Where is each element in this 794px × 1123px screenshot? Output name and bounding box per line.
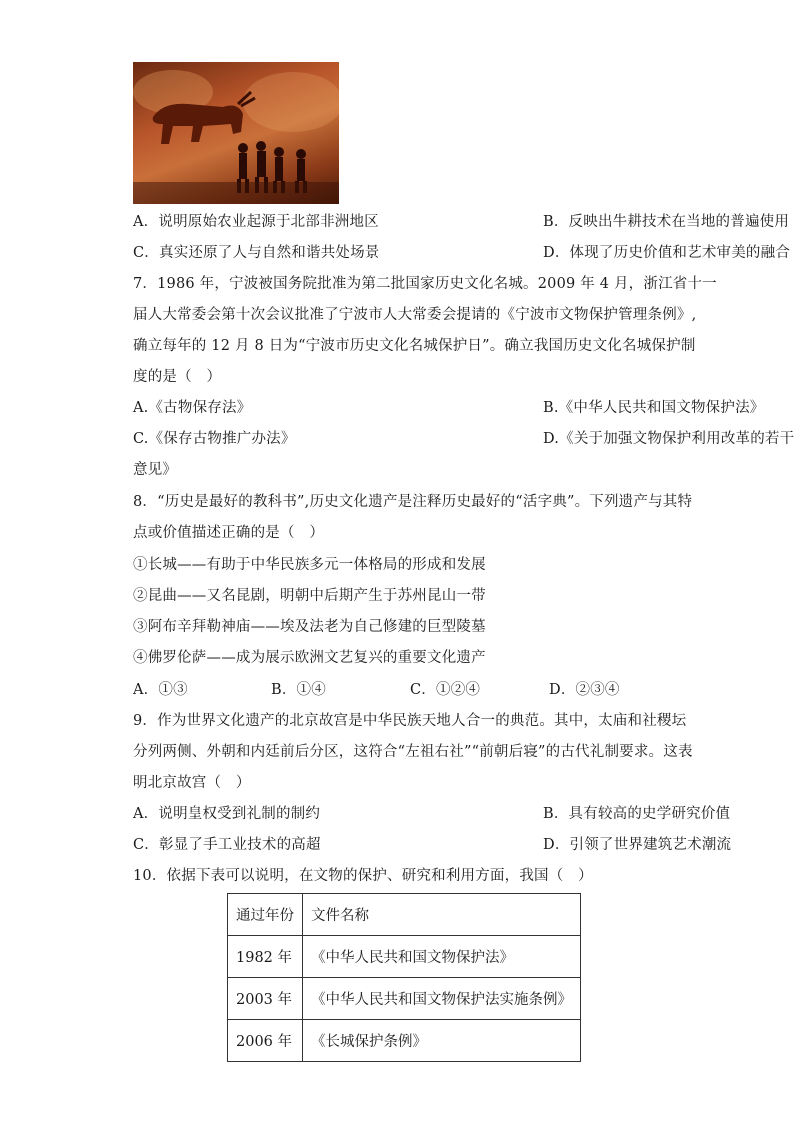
table-header-document: 文件名称: [303, 894, 581, 936]
q7-option-b[interactable]: B.《中华人民共和国文物保护法》: [543, 400, 765, 416]
q8-options-row: [133, 680, 620, 700]
q6-option-a[interactable]: A．说明原始农业起源于北部非洲地区: [133, 214, 379, 230]
q8-option-b[interactable]: B．①④: [271, 682, 326, 698]
table-cell-document: 《中华人民共和国文物保护法实施条例》: [303, 978, 581, 1020]
q9-options-row-1: [133, 804, 731, 824]
q6-option-c[interactable]: C．真实还原了人与自然和谐共处场景: [133, 245, 380, 261]
q8-option-d[interactable]: D．②③④: [549, 682, 620, 698]
table-row: [228, 936, 581, 978]
q8-option-c[interactable]: C．①②④: [410, 682, 481, 698]
q7-stem-line-4: 度的是（ ）: [133, 369, 222, 385]
q7-option-d-continued: 意见》: [133, 462, 178, 478]
q7-stem-line-2: 届人大常委会第十次会议批准了宁波市人大常委会提请的《宁波市文物保护管理条例》,: [133, 307, 697, 323]
q6-option-b[interactable]: B．反映出牛耕技术在当地的普遍使用: [543, 214, 790, 230]
q6-options-row-2: [133, 243, 791, 263]
q9-stem-line-3: 明北京故宫（ ）: [133, 775, 251, 791]
q7-option-d[interactable]: D.《关于加强文物保护利用改革的若干: [543, 431, 794, 447]
q8-item-3: ③阿布辛拜勒神庙——埃及法老为自己修建的巨型陵墓: [133, 619, 486, 635]
q7-option-a[interactable]: A.《古物保存法》: [133, 400, 252, 416]
q9-stem-line-2: 分列两侧、外朝和内廷前后分区，这符合“左祖右社”“前朝后寝”的古代礼制要求。这表: [133, 744, 693, 760]
q8-item-1: ①长城——有助于中华民族多元一体格局的形成和发展: [133, 557, 486, 573]
q7-stem-line-3: 确立每年的 12 月 8 日为“宁波市历史文化名城保护日”。确立我国历史文化名城保护制: [133, 338, 696, 354]
q10-table: [227, 893, 581, 1062]
q7-stem-line-1: 7．1986 年，宁波被国务院批准为第二批国家历史文化名城。2009 年 4 月，浙江省十一: [133, 276, 717, 292]
q8-stem-line-2: 点或价值描述正确的是（ ）: [133, 525, 325, 541]
table-cell-year: 2003 年: [228, 978, 303, 1020]
table-cell-document: 《中华人民共和国文物保护法》: [303, 936, 581, 978]
table-header-row: [228, 894, 581, 936]
q7-option-c[interactable]: C.《保存古物推广办法》: [133, 431, 296, 447]
table-cell-year: 2006 年: [228, 1020, 303, 1062]
q8-option-a[interactable]: A．①③: [133, 682, 188, 698]
q8-stem-line-1: 8．“历史是最好的教科书”,历史文化遗产是注释历史最好的“活字典”。下列遗产与其特: [133, 494, 693, 510]
table-cell-document: 《长城保护条例》: [303, 1020, 581, 1062]
q8-item-2: ②昆曲——又名昆剧，明朝中后期产生于苏州昆山一带: [133, 588, 486, 604]
q9-stem-line-1: 9．作为世界文化遗产的北京故宫是中华民族天地人合一的典范。其中，太庙和社稷坛: [133, 713, 687, 729]
table-row: [228, 1020, 581, 1062]
q8-item-4: ④佛罗伦萨——成为展示欧洲文艺复兴的重要文化遗产: [133, 650, 486, 666]
q9-option-b[interactable]: B．具有较高的史学研究价值: [543, 806, 731, 822]
q10-stem: 10．依据下表可以说明，在文物的保护、研究和利用方面，我国（ ）: [133, 868, 593, 884]
q6-option-d[interactable]: D．体现了历史价值和艺术审美的融合: [543, 245, 791, 261]
q9-options-row-2: [133, 835, 732, 855]
rock-painting-image: [133, 62, 339, 204]
q9-option-a[interactable]: A．说明皇权受到礼制的制约: [133, 806, 321, 822]
table-row: [228, 978, 581, 1020]
table-cell-year: 1982 年: [228, 936, 303, 978]
q6-options-row-1: [133, 212, 790, 232]
q9-option-c[interactable]: C．彰显了手工业技术的高超: [133, 837, 321, 853]
q7-options-row-2: [133, 429, 794, 449]
q7-options-row-1: [133, 398, 765, 418]
table-header-year: 通过年份: [228, 894, 303, 936]
q9-option-d[interactable]: D．引领了世界建筑艺术潮流: [543, 837, 732, 853]
